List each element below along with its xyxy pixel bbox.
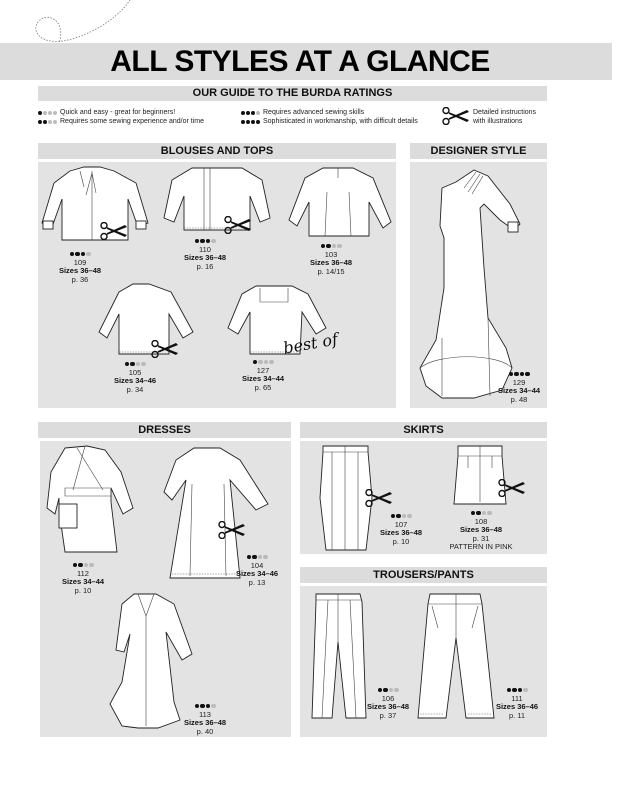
style-sizes: Sizes 36–46 [495, 702, 539, 711]
section-header-blouses: BLOUSES AND TOPS [38, 143, 396, 159]
section-header-dresses: DRESSES [38, 422, 291, 438]
garment-103-illustration [289, 166, 394, 238]
style-number: 111 [511, 693, 523, 703]
style-sizes: Sizes 34–44 [497, 386, 541, 395]
style-card-104[interactable] [232, 553, 282, 587]
rating-dots [391, 514, 412, 519]
style-page: p. 31 [472, 533, 490, 543]
style-number: 129 [512, 377, 526, 387]
style-card-129[interactable] [492, 370, 546, 404]
rating-dots [38, 111, 57, 115]
scissors-legend-line2: with illustrations [473, 118, 523, 125]
style-page: p. 34 [126, 384, 144, 394]
legend-text: Requires advanced sewing skills [263, 109, 365, 116]
style-number: 112 [77, 568, 89, 578]
style-sizes: Sizes 34–44 [241, 374, 285, 383]
garment-105-illustration [97, 282, 197, 357]
style-sizes: Sizes 36–48 [459, 525, 503, 534]
style-sizes: Sizes 36–48 [379, 528, 423, 537]
legend-text: Requires some sewing experience and/or time [60, 118, 204, 125]
section-header-designer: DESIGNER STYLE [410, 143, 547, 159]
style-page: p. 37 [379, 710, 397, 720]
style-page: p. 11 [508, 710, 526, 720]
style-page: p. 48 [510, 394, 528, 404]
style-card-110[interactable] [180, 237, 230, 271]
scissors-icon [498, 479, 526, 497]
rating-dots [195, 704, 216, 709]
scissors-legend-line1: Detailed instructions [473, 109, 537, 116]
legend-text: Sophisticated in workmanship, with difficult details [263, 118, 418, 125]
rating-dots [241, 111, 260, 115]
rating-dots [509, 372, 530, 377]
style-card-105[interactable] [110, 360, 160, 394]
garment-112-illustration [45, 444, 135, 556]
style-number: 104 [250, 560, 264, 570]
style-sizes: Sizes 36–48 [183, 253, 227, 262]
scissors-icon [442, 107, 470, 125]
scissors-icon [100, 222, 128, 240]
rating-dots [247, 555, 268, 560]
style-sizes: Sizes 36–48 [309, 258, 353, 267]
rating-dots [195, 239, 216, 244]
style-page: p. 36 [71, 274, 89, 284]
scissors-icon [224, 216, 252, 234]
style-page: p. 40 [196, 726, 214, 736]
style-page: p. 14/15 [317, 266, 345, 276]
legend-text: Quick and easy - great for beginners! [60, 109, 176, 116]
style-sizes: Sizes 34–46 [113, 376, 157, 385]
style-card-127[interactable] [238, 358, 288, 392]
legend-item-4 [241, 117, 418, 126]
style-number: 107 [394, 519, 408, 529]
rating-dots [378, 688, 399, 693]
style-sizes: Sizes 34–46 [235, 569, 279, 578]
garment-106-illustration [310, 592, 370, 722]
style-number: 106 [381, 693, 395, 703]
scissors-icon [151, 340, 179, 358]
style-card-106[interactable] [363, 686, 413, 720]
style-number: 105 [128, 367, 142, 377]
rating-dots [321, 244, 342, 249]
style-card-111[interactable] [492, 686, 542, 720]
style-sizes: Sizes 36–48 [58, 266, 102, 275]
section-header-skirts: SKIRTS [300, 422, 547, 438]
style-card-103[interactable] [306, 242, 356, 276]
style-card-107[interactable] [376, 512, 426, 546]
style-sizes: Sizes 34–44 [61, 577, 105, 586]
style-card-112[interactable] [58, 561, 108, 595]
rating-dots [125, 362, 146, 367]
garment-109-illustration [40, 165, 150, 245]
ratings-legend-right [241, 108, 418, 126]
style-sizes: Sizes 36–48 [366, 702, 410, 711]
garment-110-illustration [162, 166, 272, 236]
scissors-legend-text [473, 108, 536, 126]
rating-dots [241, 120, 260, 124]
style-page: p. 10 [392, 536, 410, 546]
style-card-113[interactable] [180, 702, 230, 736]
page-title: ALL STYLES AT A GLANCE [110, 45, 490, 78]
ratings-legend-left [38, 108, 204, 126]
rating-dots [507, 688, 528, 693]
style-number: 127 [256, 365, 270, 375]
style-number: 109 [73, 257, 87, 267]
garment-111-illustration [418, 592, 494, 722]
legend-item-3 [241, 108, 418, 117]
ratings-guide-title: OUR GUIDE TO THE BURDA RATINGS [38, 86, 547, 101]
scissors-icon [365, 489, 393, 507]
style-page: p. 65 [254, 382, 272, 392]
rating-dots [38, 120, 57, 124]
rating-dots [73, 563, 94, 568]
legend-item-1 [38, 108, 204, 117]
style-number: 103 [324, 249, 338, 259]
rating-dots [471, 511, 492, 516]
style-card-108[interactable] [446, 509, 516, 552]
style-number: 110 [199, 244, 211, 254]
style-sizes: Sizes 36–48 [183, 718, 227, 727]
rating-dots [70, 252, 91, 257]
style-card-109[interactable] [55, 250, 105, 284]
style-page: p. 13 [248, 577, 266, 587]
style-number: 108 [474, 516, 488, 526]
section-header-trousers: TROUSERS/PANTS [300, 567, 547, 583]
rating-dots [253, 360, 274, 365]
style-number: 113 [199, 709, 211, 719]
style-page: p. 16 [196, 261, 214, 271]
style-page: p. 10 [74, 585, 92, 595]
scissors-icon [218, 521, 246, 539]
legend-item-2 [38, 117, 204, 126]
style-note: PATTERN IN PINK [449, 542, 513, 551]
best-of-badge: best of [281, 329, 340, 358]
garment-129-illustration [418, 168, 523, 400]
